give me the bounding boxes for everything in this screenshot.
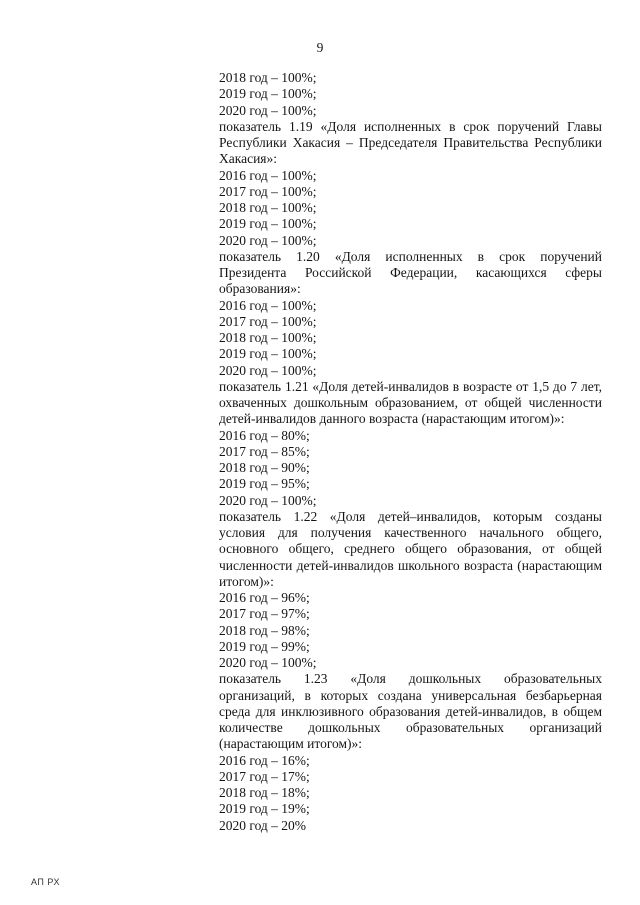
indicator-value: 2019 год – 95%; [219, 476, 310, 492]
indicator-value: 2020 год – 100%; [219, 492, 317, 508]
indicator-1-19-title: показатель 1.19 «Доля исполненных в срок поручений Главы Республики Хакасия – Председателя Правительства Республики Хакасия»: [219, 118, 602, 167]
indicator-value: 2017 год – 17%; [219, 768, 310, 784]
indicator-value: 2018 год – 100%; [219, 200, 317, 215]
indicator-value: 2017 год – 100%; [219, 313, 317, 329]
indicator-value: 2018 год – 100%; [219, 330, 317, 345]
indicator-value: 2017 год – 100%; [219, 183, 317, 199]
page-number: 9 [316, 40, 324, 55]
indicator-value: 2017 год – 85%; [219, 443, 310, 459]
indicator-value: 2019 год – 100%; [219, 86, 317, 102]
indicator-1-22-title: показатель 1.22 «Доля детей–инвалидов, которым созданы условия для получения качественного начального общего, основного общего, среднего общего образования, от общей численности детей-инвалидов школьного возраста (нарастающим итогом)»: [219, 508, 602, 589]
footer-mark: АП РХ [31, 877, 60, 887]
indicator-value: 2016 год – 80%; [219, 427, 310, 443]
document-body [219, 70, 602, 834]
indicator-value: 2019 год – 100%; [219, 346, 317, 362]
indicator-value: 2019 год – 99%; [219, 638, 310, 654]
indicator-1-21-title: показатель 1.21 «Доля детей-инвалидов в возрасте от 1,5 до 7 лет, охваченных дошкольным образованием, от общей численности детей-инвалидов данного возраста (нарастающим итогом)»: [219, 378, 602, 427]
indicator-value: 2020 год – 20% [219, 817, 307, 833]
indicator-value: 2016 год – 96%; [219, 590, 310, 605]
indicator-value: 2019 год – 19%; [219, 801, 310, 817]
indicator-value: 2020 год – 100%; [219, 102, 317, 118]
indicator-value: 2016 год – 100%; [219, 297, 317, 313]
indicator-value: 2018 год – 90%; [219, 460, 310, 475]
indicator-value: 2020 год – 100%; [219, 232, 317, 248]
indicator-value: 2020 год – 100%; [219, 362, 317, 378]
indicator-value: 2017 год – 97%; [219, 606, 310, 622]
indicator-1-20-title: показатель 1.20 «Доля исполненных в срок поручений Президента Российской Федерации, касающихся сферы образования»: [219, 248, 602, 297]
indicator-value: 2020 год – 100%; [219, 655, 317, 670]
indicator-value: 2016 год – 100%; [219, 167, 317, 183]
indicator-value: 2019 год – 100%; [219, 216, 317, 232]
indicator-value: 2016 год – 16%; [219, 752, 310, 768]
indicator-value: 2018 год – 100%; [219, 70, 317, 85]
indicator-1-23-title: показатель 1.23 «Доля дошкольных образовательных организаций, в которых создана универсальная безбарьерная среда для инклюзивного образования детей-инвалидов, в общем количестве дошкольных образовательных организаций (нарастающим итогом)»: [219, 671, 602, 752]
indicator-value: 2018 год – 98%; [219, 622, 310, 638]
indicator-value: 2018 год – 18%; [219, 785, 310, 800]
